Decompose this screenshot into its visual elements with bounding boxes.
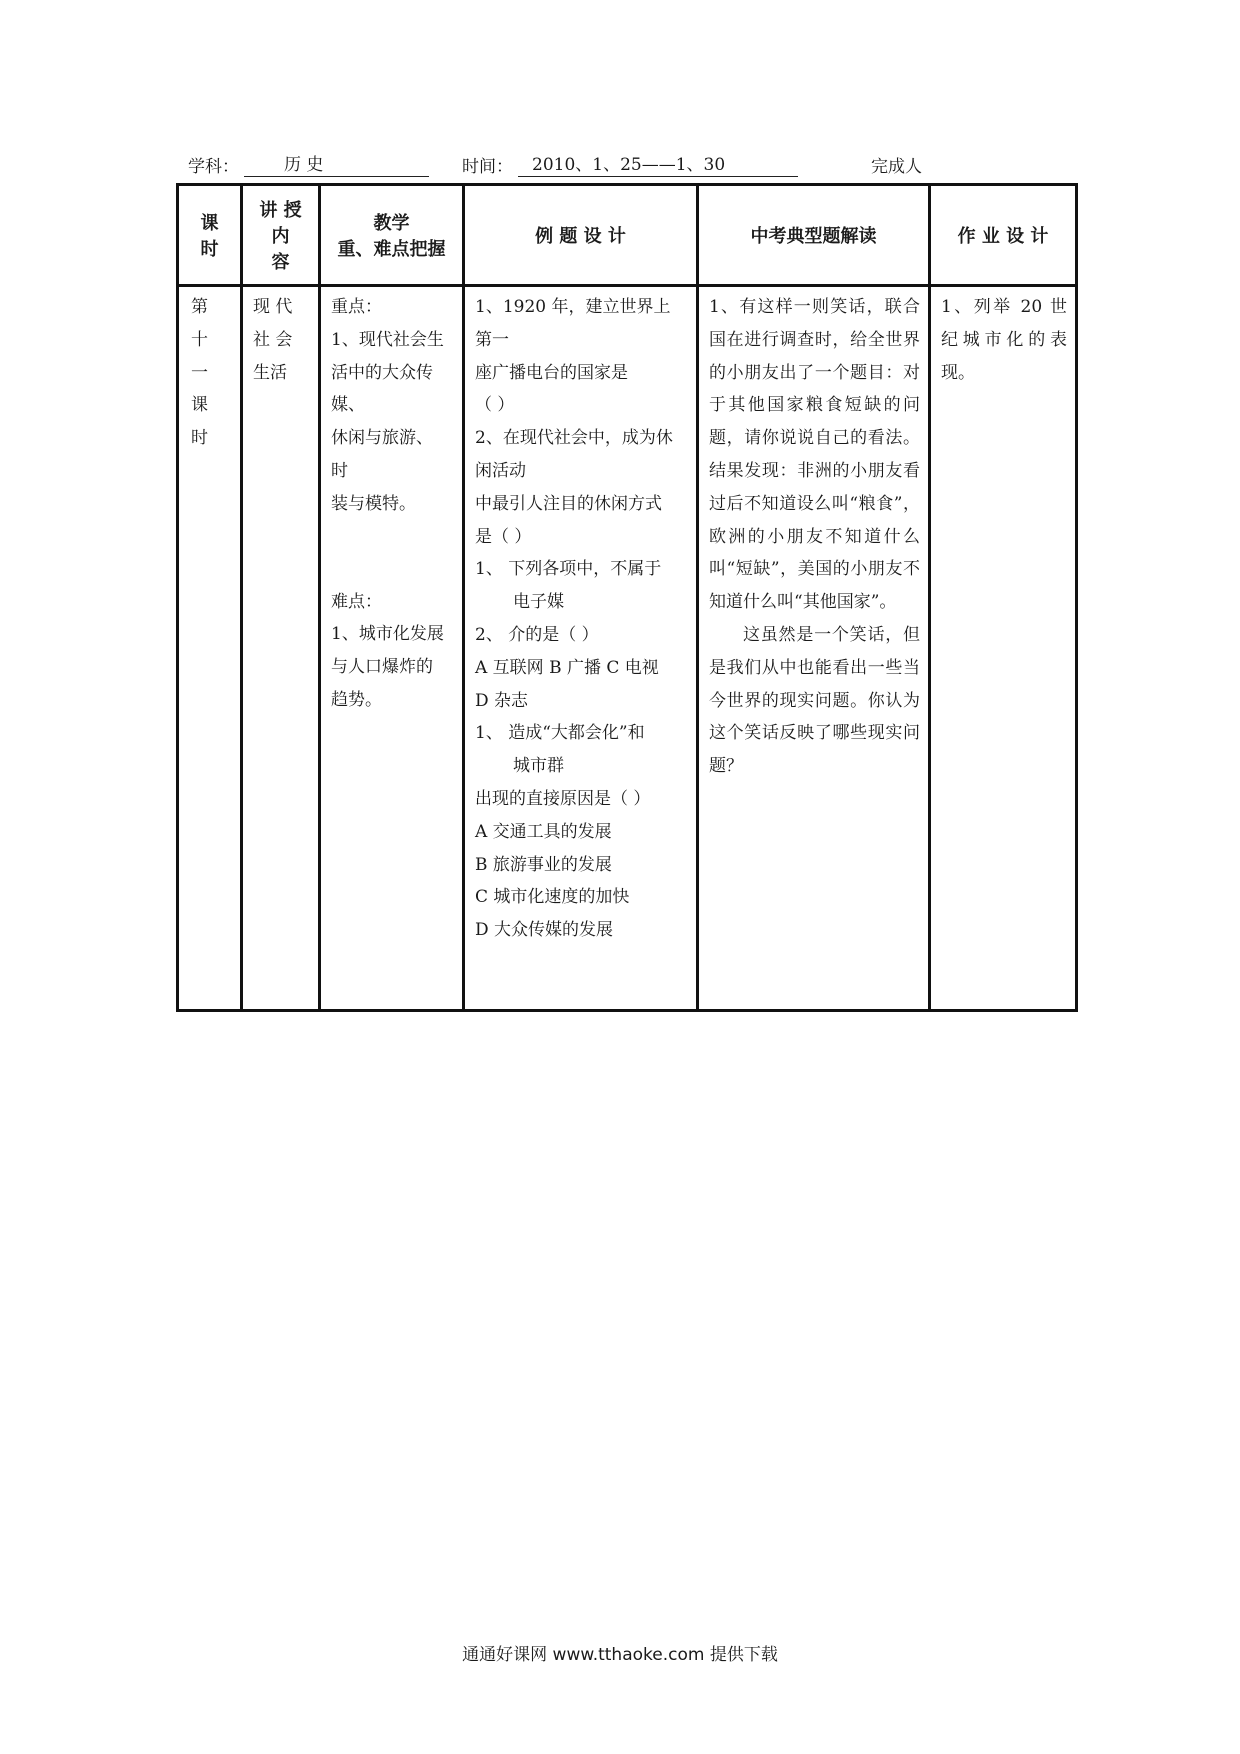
subject-underline [244, 154, 429, 177]
header-content: 讲 授 内 容 [242, 185, 320, 286]
exam-paragraph-1: 1、有这样一则笑话，联合国在进行调查时，给全世界的小朋友出了一个题目：对于其他国家粮食短缺的问题，请你说说自己的看法。结果发现：非洲的小朋友看过后不知道设么叫“粮食”，欧洲的小朋友不知道什么叫“短缺”，美国的小朋友不知道什么叫“其他国家”。 [709, 297, 920, 613]
focus-key-title: 重点： [331, 297, 382, 317]
table-header-row [178, 185, 1077, 286]
document-header [188, 154, 1088, 180]
time-label: 时间： [462, 157, 513, 177]
cell-homework [930, 286, 1077, 1011]
cell-exam [698, 286, 930, 1011]
footer-credit: 通通好课网 www.tthaoke.com 提供下载 [462, 1645, 778, 1665]
subject-label: 学科： [188, 157, 239, 177]
header-period: 课 时 [178, 185, 242, 286]
time-value: 2010、1、25——1、30 [532, 155, 726, 175]
lesson-plan-table [176, 183, 1078, 1012]
header-focus: 教学 重、难点把握 [320, 185, 464, 286]
table-row [178, 286, 1077, 1011]
header-examples: 例 题 设 计 [464, 185, 698, 286]
cell-examples: 1、1920 年，建立世界上 第一 座广播电台的国家是 （ ） 2、在现代社会中，成为休 闲活动 中最引人注目的休闲方式 是（ ） 1、 下列各项中，不属于 电子媒 2、 介的是（ ） A 互联网 B 广播 C 电视 D 杂志 1、 造成“大都会化”和 城市群 出现的直接原因是（ ） A 交通工具的发展 B 旅游事业的发展 C 城市化速度的加快 D 大众传媒的发展 [464, 286, 698, 1011]
time-underline [518, 154, 798, 177]
homework-text: 1、列举 20 世纪城市化的表现。 [941, 297, 1067, 383]
author-label: 完成人 [871, 157, 922, 177]
cell-focus: 重点： 1、现代社会生 活中的大众传 媒、 休闲与旅游、 时 装与模特。 难点： 1、城市化发展 与人口爆炸的 趋势。 [320, 286, 464, 1011]
subject-value: 历 史 [284, 155, 324, 175]
header-homework: 作 业 设 计 [930, 185, 1077, 286]
header-exam: 中考典型题解读 [698, 185, 930, 286]
cell-period: 第 十 一 课 时 [178, 286, 242, 1011]
cell-content: 现 代 社 会 生活 [242, 286, 320, 1011]
focus-hard-title: 难点： [331, 591, 382, 612]
exam-paragraph-2: 这虽然是一个笑话，但是我们从中也能看出一些当今世界的现实问题。你认为这个笑话反映了哪些现实问题？ [709, 624, 920, 777]
